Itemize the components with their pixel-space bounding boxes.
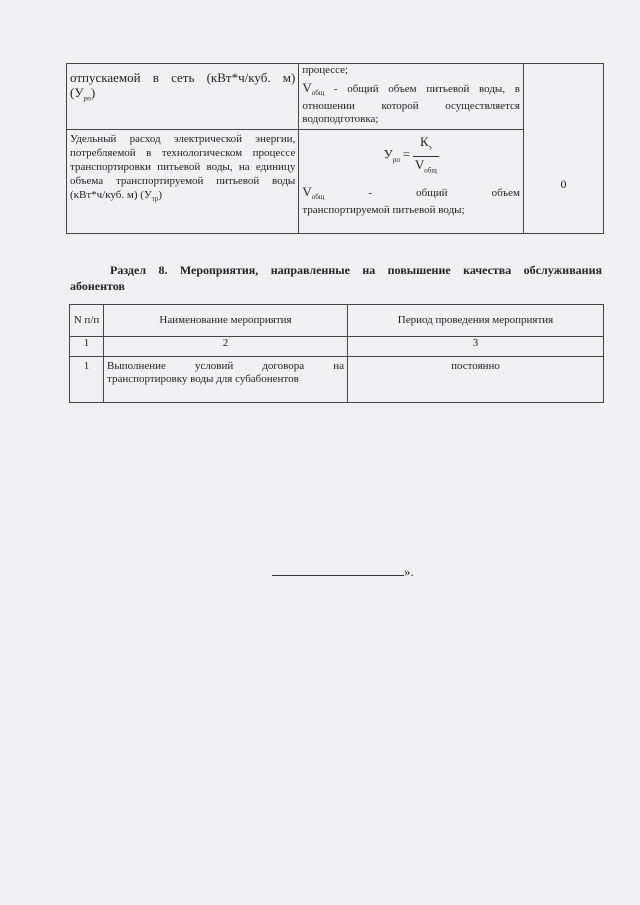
indicator-symbol: У [74,85,84,100]
closing-mark [272,563,414,580]
row-name-line: Выполнение условий договора на [107,360,344,372]
header-name: Наименование мероприятия [104,305,348,337]
section-heading-line: Раздел 8. Мероприятия, направленные на повышение качества обслуживания [110,263,602,277]
index-num: 1 [70,337,104,357]
indicator-symbol: У [143,189,152,201]
indicator-symbol-sub: рп [83,94,91,103]
value-cell [523,64,603,234]
table-index-row [70,337,604,357]
table-row [67,64,604,130]
row-name-cell [104,357,348,403]
volume-symbol: V [302,80,312,95]
indicator-symbol-sub: тр [151,195,159,204]
measures-table [69,304,604,403]
formula-numerator: К [419,134,429,149]
description-text: транспортируемой питьевой воды; [302,204,465,217]
formula-cell [299,130,524,234]
description-line: процессе; [302,64,349,76]
indicator-text: отпускаемой в сеть (кВт*ч/куб. м) [70,70,296,85]
volume-symbol-sub: общ [311,89,325,98]
indicator-cell: отпускаемой в сеть (кВт*ч/куб. м) $(У_{рп})$ [67,64,299,130]
description-word: объем [491,187,520,199]
description-cell [299,64,524,130]
formula-denominator: V [414,156,425,172]
row-num: 1 [70,357,104,403]
indicators-table [66,63,604,234]
formula-lhs-sub: рп [392,155,401,164]
table-header-row [70,305,604,337]
value-text: 0 [560,177,567,191]
volume-symbol: V [302,184,312,199]
indicator-text: Удельный расход электрической энергии, потребляемой в технологическом процессе транспортировки питьевой воды, на единицу объема транспортируемой питьевой воды (кВт*ч/куб. м) [70,133,296,201]
index-name: 2 [104,337,348,357]
signature-line [272,563,404,576]
row-period: постоянно [348,357,604,403]
formula-denominator-sub: общ [424,166,437,175]
indicator-cell: Удельный расход электрической энергии, потребляемой в технологическом процессе транспортировки питьевой воды, на единицу объема транспортируемой питьевой воды (кВт*ч/куб. м) $(У_{тр})$ [67,130,299,234]
row-name-line: транспортировку воды для субабонентов [107,373,299,385]
table-row [67,130,604,234]
description-text: - общий объем питьевой воды, в отношении которой осуществляется водоподготовка; [302,83,520,126]
closing-quote: ». [404,564,414,579]
section-heading-line: абонентов [70,279,125,293]
section-heading [70,262,602,294]
volume-symbol-sub: общ [311,193,325,202]
formula-fraction [413,134,439,178]
formula-numerator-sub: э [428,143,432,152]
description-word: общий [416,187,448,199]
formula-equals: = [402,146,411,162]
header-num: N п/п [70,305,104,337]
formula [302,132,520,184]
formula-lhs: У [383,146,393,162]
header-period: Период проведения мероприятия [348,305,604,337]
table-row [70,357,604,403]
description-dash: - [368,187,372,199]
index-period: 3 [348,337,604,357]
